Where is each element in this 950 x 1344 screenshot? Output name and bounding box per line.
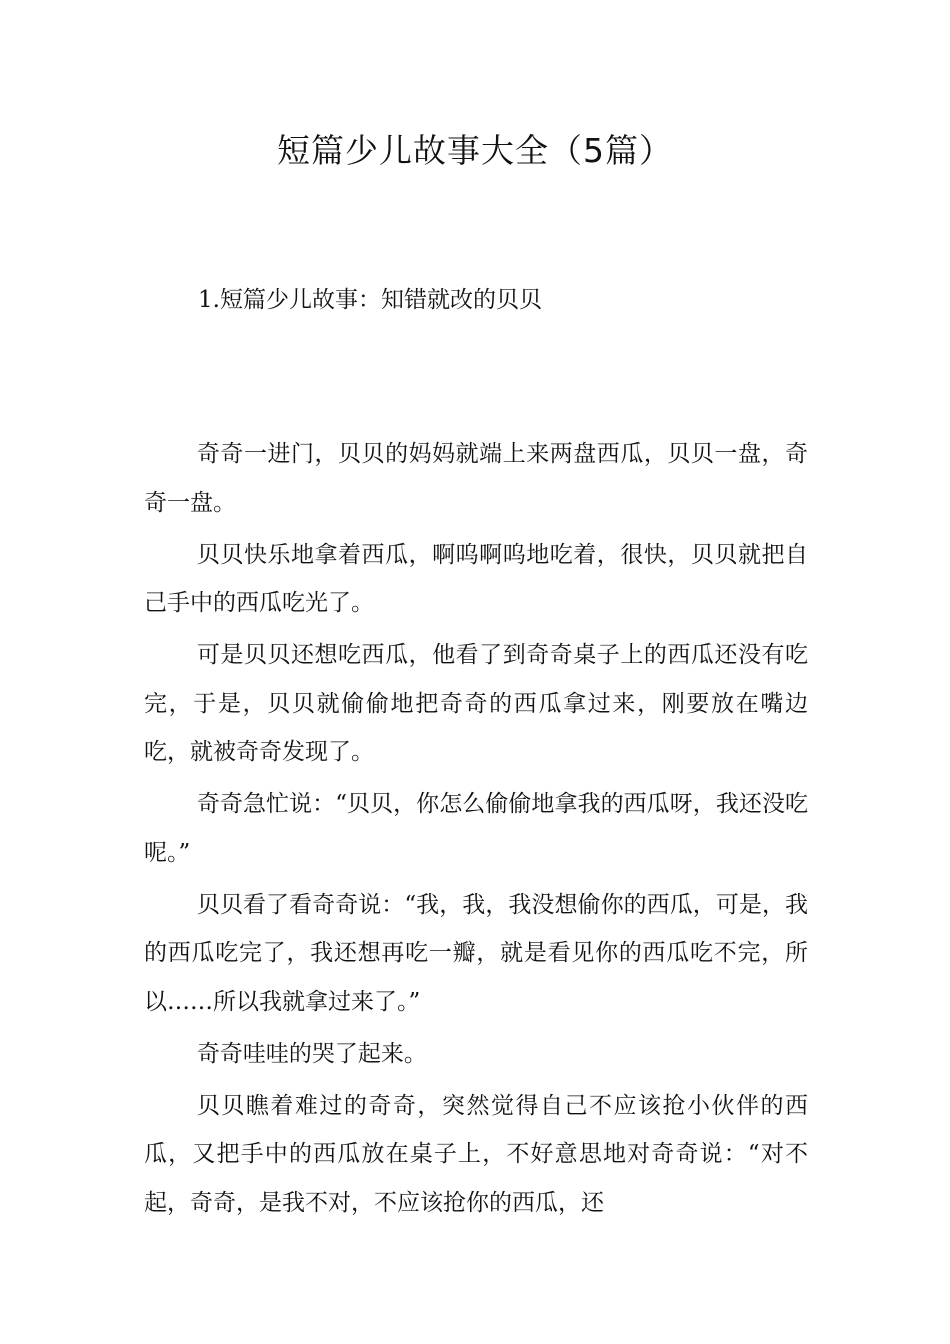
- paragraph: 奇奇哇哇的哭了起来。: [196, 1040, 427, 1067]
- story-body: [144, 430, 808, 1231]
- document-title: 短篇少儿故事大全（5篇）: [277, 131, 673, 170]
- paragraph: 贝贝看了看奇奇说：“我，我，我没想偷你的西瓜，可是，我的西瓜吃完了，我还想再吃一瓣，就是看见你的西瓜吃不完，所以……所以我就拿过来了。”: [144, 891, 808, 1015]
- paragraph: 奇奇一进门，贝贝的妈妈就端上来两盘西瓜，贝贝一盘，奇奇一盘。: [144, 441, 808, 516]
- paragraph: 可是贝贝还想吃西瓜，他看了到奇奇桌子上的西瓜还没有吃完，于是，贝贝就偷偷地把奇奇的西瓜拿过来，刚要放在嘴边吃，就被奇奇发现了。: [144, 642, 808, 765]
- paragraph: 贝贝快乐地拿着西瓜，啊呜啊呜地吃着，很快，贝贝就把自己手中的西瓜吃光了。: [144, 541, 808, 616]
- paragraph: 奇奇急忙说：“贝贝，你怎么偷偷地拿我的西瓜呀，我还没吃呢。”: [144, 791, 808, 866]
- paragraph: 贝贝瞧着难过的奇奇，突然觉得自己不应该抢小伙伴的西瓜，又把手中的西瓜放在桌子上，不好意思地对奇奇说：“对不起，奇奇，是我不对，不应该抢你的西瓜，还: [144, 1092, 808, 1216]
- section-heading: 1.短篇少儿故事：知错就改的贝贝: [198, 287, 542, 313]
